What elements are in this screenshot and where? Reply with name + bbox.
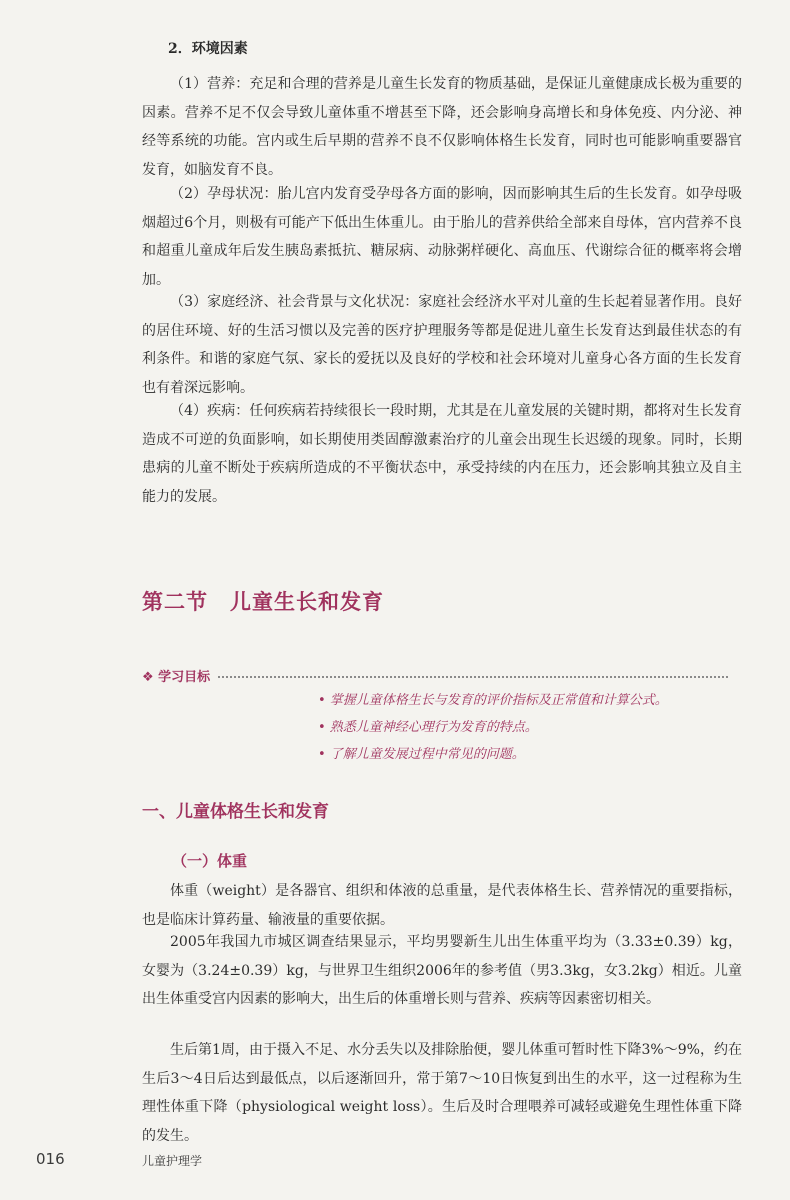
paragraph-weight-definition: 体重（weight）是各器官、组织和体液的总重量，是代表体格生长、营养情况的重要指标，也是临床计算药量、输液量的重要依据。 — [142, 883, 742, 928]
subsection-heading-weight: （一）体重 — [172, 852, 248, 870]
book-title: 儿童护理学 — [142, 1154, 203, 1168]
section-title-text: 儿童生长和发育 — [230, 589, 384, 614]
environment-factors-heading: 2．环境因素 — [168, 41, 248, 57]
learning-goal-item: • 掌握儿童体格生长与发育的评价指标及正常值和计算公式。 — [318, 693, 668, 708]
learning-goal-item: • 了解儿童发展过程中常见的问题。 — [318, 747, 525, 762]
learning-goals-label: ❖ 学习目标 — [142, 670, 211, 685]
paragraph-maternal-status: （2）孕母状况：胎儿宫内发育受孕母各方面的影响，因而影响其生后的生长发育。如孕母吸烟超过6个月，则极有可能产下低出生体重儿。由于胎儿的营养供给全部来自母体，宫内营养不良和超重儿童成年后发生胰岛素抵抗、糖尿病、动脉粥样硬化、高血压、代谢综合征的概率将会增加。 — [142, 186, 742, 289]
paragraph-birth-weight-survey: 2005年我国九市城区调查结果显示，平均男婴新生儿出生体重平均为（3.33±0.39）kg，女婴为（3.24±0.39）kg，与世界卫生组织2006年的参考值（男3.3kg，女3.2kg）相近。儿童出生体重受宫内因素的影响大，出生后的体重增长则与营养、疾病等因素密切相关。 — [142, 934, 742, 1008]
paragraph-physiological-weight-loss: 生后第1周，由于摄入不足、水分丢失以及排除胎便，婴儿体重可暂时性下降3%～9%，约在生后3～4日后达到最低点，以后逐渐回升，常于第7～10日恢复到出生的水平，这一过程称为生理性体重下降（physiological weight loss）。生后及时合理喂养可减轻或避免生理性体重下降的发生。 — [142, 1042, 742, 1145]
paragraph-disease: （4）疾病：任何疾病若持续很长一段时期，尤其是在儿童发展的关键时期，都将对生长发育造成不可逆的负面影响，如长期使用类固醇激素治疗的儿童会出现生长迟缓的现象。同时，长期患病的儿童不断处于疾病所造成的不平衡状态中，承受持续的内在压力，还会影响其独立及自主能力的发展。 — [142, 403, 742, 506]
subsection-heading-physical-growth: 一、儿童体格生长和发育 — [142, 802, 329, 822]
paragraph-family-economy: （3）家庭经济、社会背景与文化状况：家庭社会经济水平对儿童的生长起着显著作用。良好的居住环境、好的生活习惯以及完善的医疗护理服务等都是促进儿童生长发育达到最佳状态的有利条件。和谐的家庭气氛、家长的爱抚以及良好的学校和社会环境对儿童身心各方面的生长发育也有着深远影响。 — [142, 294, 742, 397]
learning-goal-item: • 熟悉儿童神经心理行为发育的特点。 — [318, 720, 538, 735]
section-number: 第二节 — [142, 589, 208, 614]
page-number: 016 — [36, 1150, 65, 1168]
section-title — [142, 586, 384, 616]
paragraph-nutrition: （1）营养：充足和合理的营养是儿童生长发育的物质基础，是保证儿童健康成长极为重要的因素。营养不足不仅会导致儿童体重不增甚至下降，还会影响身高增长和身体免疫、内分泌、神经等系统的功能。宫内或生后早期的营养不良不仅影响体格生长发育，同时也可能影响重要器官发育，如脑发育不良。 — [142, 76, 742, 179]
dotted-divider — [218, 676, 728, 678]
